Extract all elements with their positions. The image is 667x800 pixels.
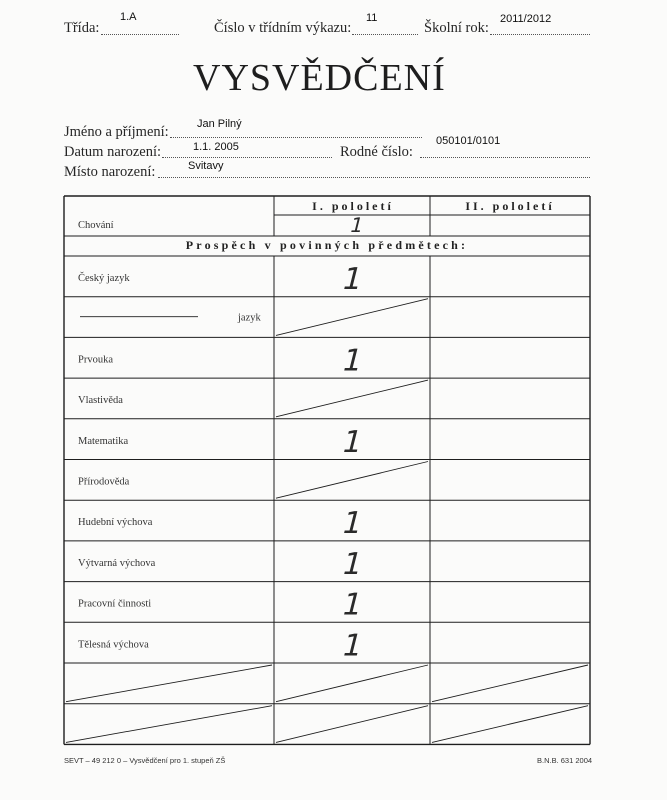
year-label: Školní rok: [424, 20, 489, 36]
strike-line [276, 299, 428, 336]
section-header: Prospěch v povinných předmětech: [185, 238, 469, 252]
birthdate-label: Datum narození: [64, 144, 162, 160]
strike-line [432, 706, 588, 743]
behaviour-grade: 1 [347, 213, 367, 237]
footer-printer-code: B.N.B. 631 2004 [537, 756, 593, 765]
subject-name: Přírodověda [78, 476, 130, 488]
subject-name: Český jazyk [78, 273, 130, 284]
subject-name: Matematika [78, 435, 129, 447]
register-value: 11 [366, 12, 378, 24]
strike-line [432, 665, 588, 702]
subject-grade: 1 [338, 588, 367, 623]
subject-grade: 1 [338, 628, 367, 664]
column-second-term: II. pololetí [465, 199, 555, 213]
strike-line [276, 706, 428, 743]
subject-name: Výtvarná výchova [78, 557, 156, 569]
subject-grade: 1 [338, 343, 367, 379]
strike-line [66, 706, 272, 743]
behaviour-label: Chování [78, 220, 114, 231]
birth-number-value: 050101/0101 [436, 135, 501, 147]
subject-name: Pracovní činnosti [78, 598, 152, 610]
year-value: 2011/2012 [500, 13, 552, 25]
strike-line [276, 380, 428, 417]
subject-name: Hudební výchova [78, 517, 153, 529]
birthplace-value: Svitavy [188, 160, 224, 172]
subject-grade: 1 [338, 547, 367, 582]
subject-name: Prvouka [78, 354, 113, 366]
footer-form-code: SEVT – 49 212 0 – Vysvědčení pro 1. stupeň ZŠ [64, 756, 226, 765]
strike-line [66, 665, 272, 702]
birth-number-label: Rodné číslo: [340, 144, 413, 160]
document-title: VYSVĚDČENÍ [193, 57, 446, 99]
subject-name: jazyk [238, 312, 261, 324]
strike-line [276, 665, 428, 702]
name-label: Jméno a příjmení: [64, 124, 169, 140]
subject-grade: 1 [338, 425, 367, 460]
subject-name: Tělesná výchova [78, 639, 149, 651]
strike-line [276, 462, 428, 499]
subject-name: Vlastivěda [78, 395, 123, 407]
birthplace-label: Místo narození: [64, 164, 156, 180]
subject-grade: 1 [338, 262, 367, 297]
subject-grade: 1 [338, 506, 367, 542]
class-label: Třída: [64, 20, 100, 36]
name-value: Jan Pilný [197, 118, 242, 130]
birthdate-value: 1.1. 2005 [193, 141, 239, 153]
column-first-term: I. pololetí [312, 199, 394, 213]
register-label: Číslo v třídním výkazu: [214, 20, 352, 36]
class-value: 1.A [120, 11, 137, 23]
